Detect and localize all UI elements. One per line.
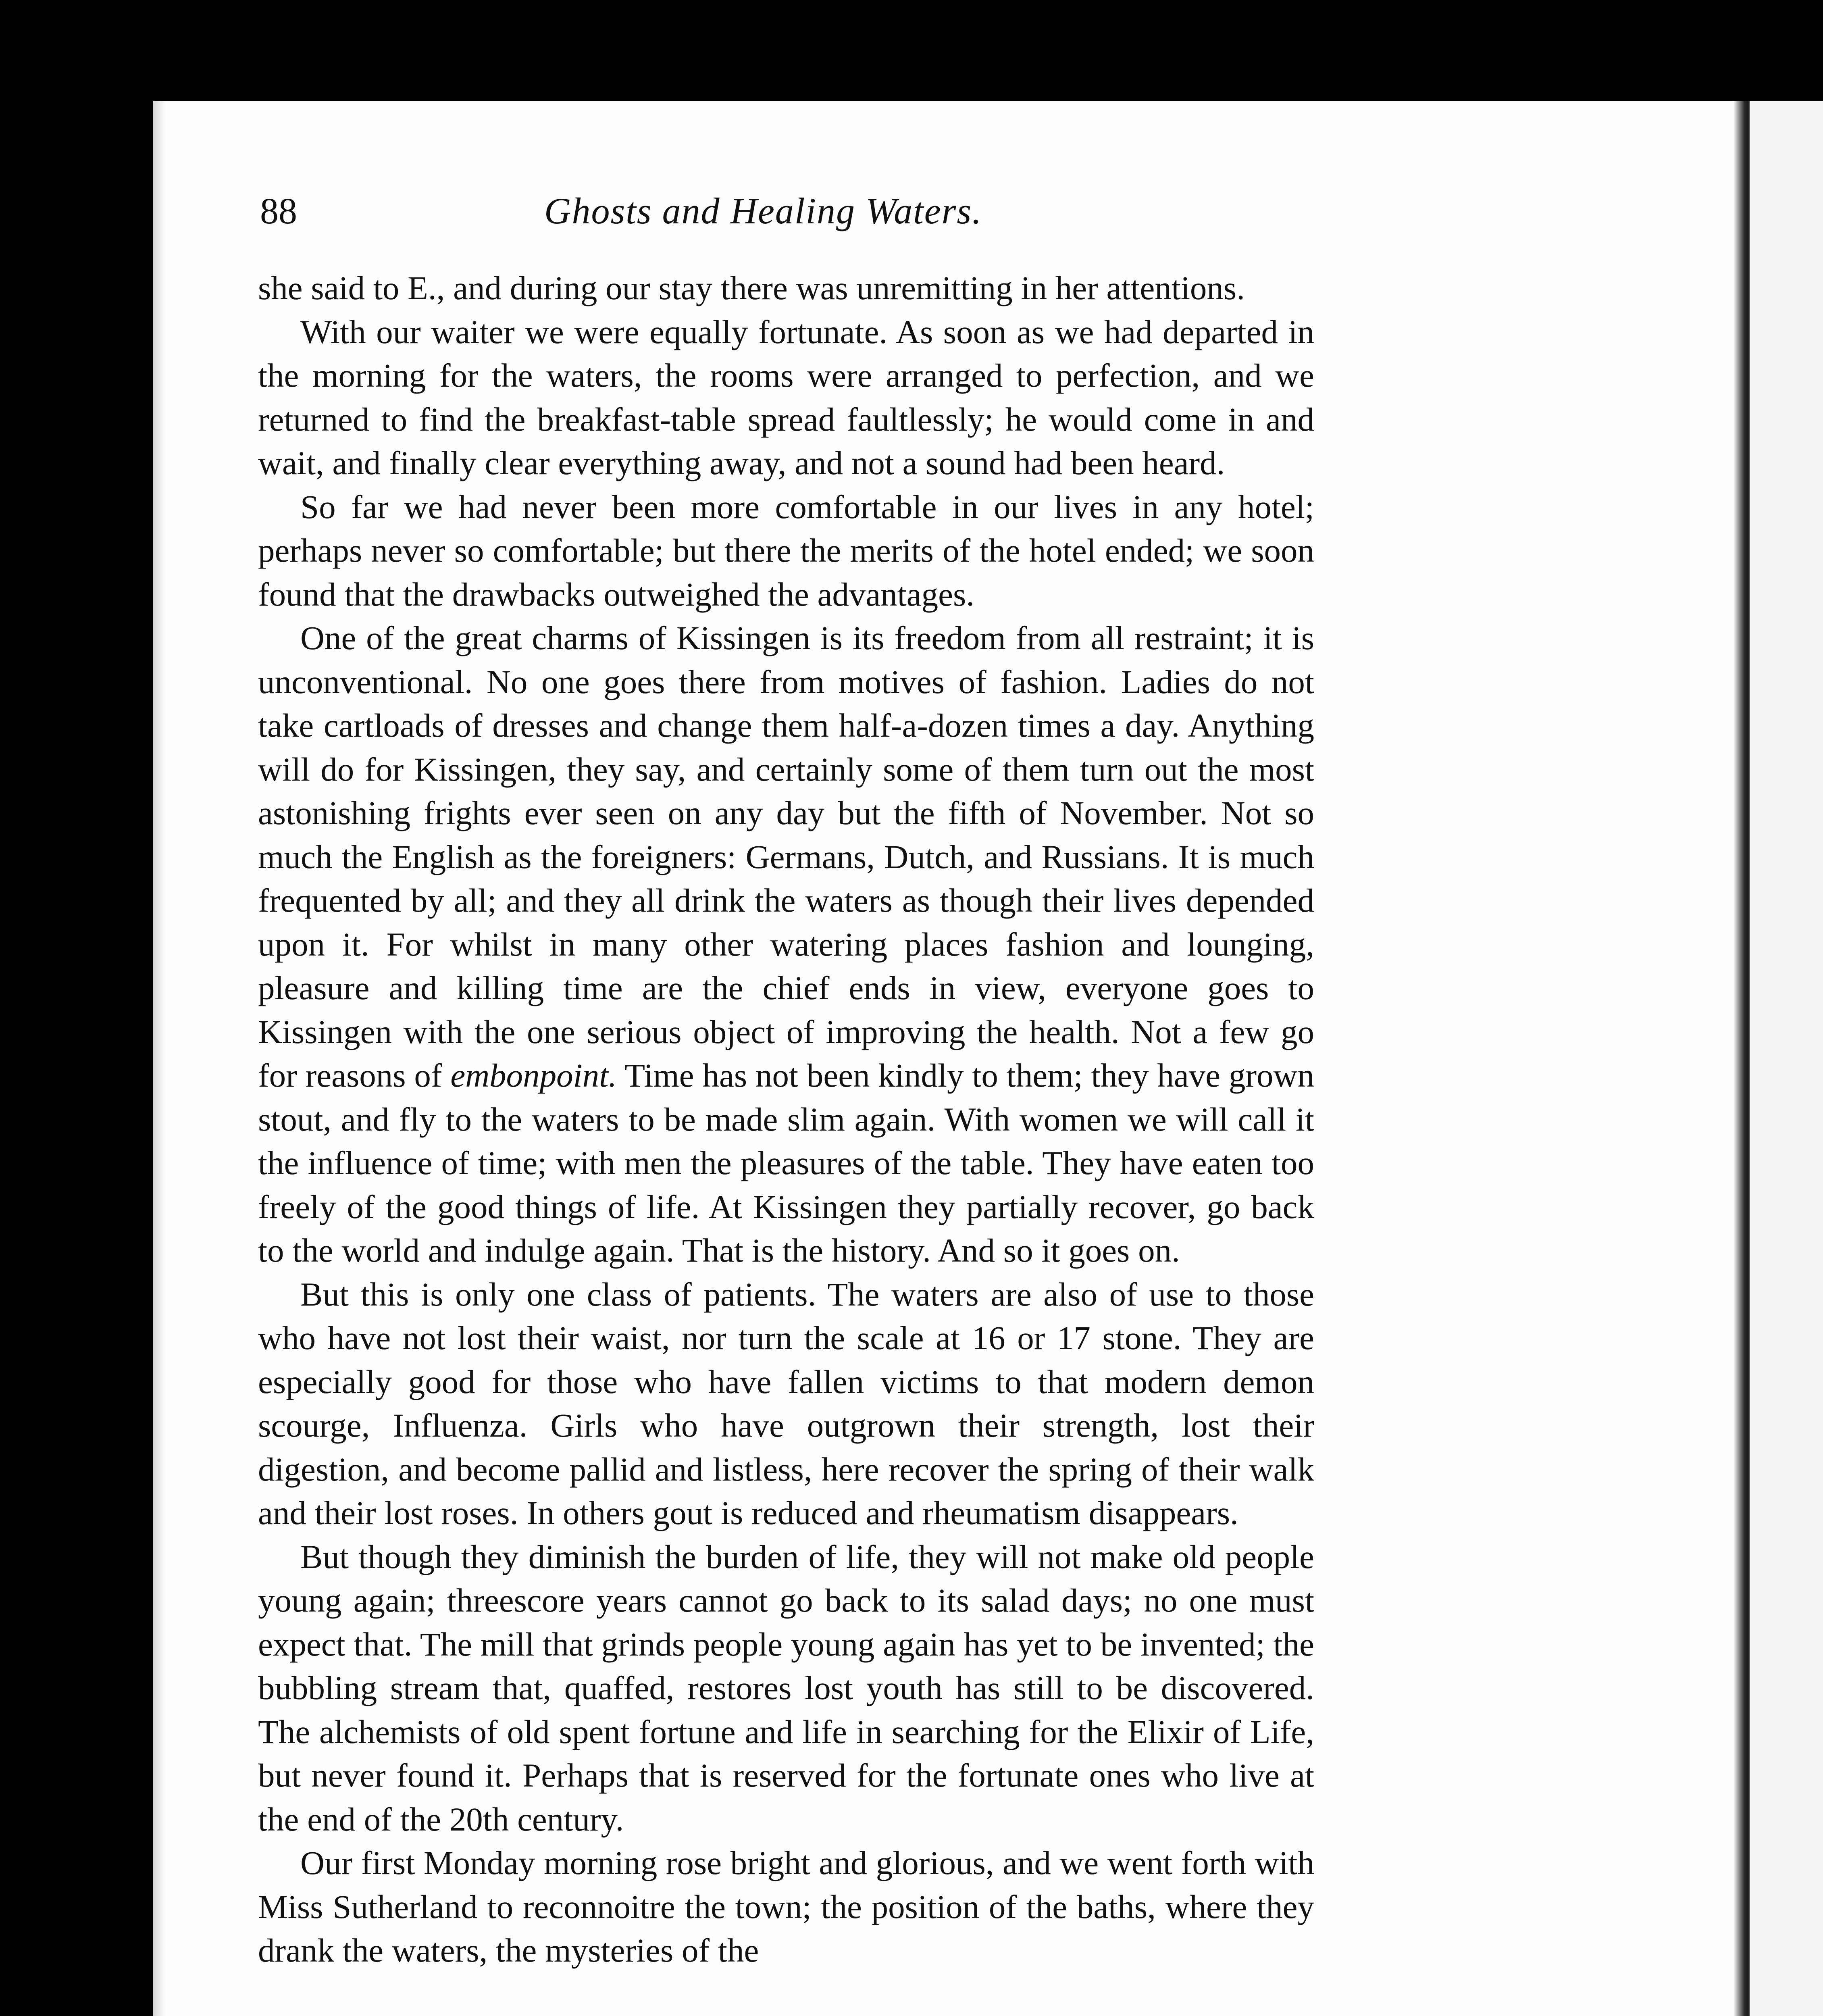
page-number: 88	[260, 190, 297, 231]
facing-page-edge	[1750, 101, 1823, 2016]
body-text	[258, 266, 1314, 1972]
paragraph-text: One of the great charms of Kissingen is its freedom from all restraint; it is unconventional. No one goes there from motives of fashion. Ladies do not take cartloads of dresses and change them half-a-dozen times a day. Anything will do for Kissingen, they say, and certainly some of them turn out the most astonishing frights ever seen on any day but the fifth of November. Not so much the English as the foreigners: Germans, Dutch, and Russians. It is much frequented by all; and they all drink the waters as though their lives depended upon it. For whilst in many other watering places fashion and lounging, pleasure and killing time are the chief ends in view, everyone goes to Kissingen with the one serious object of improving the health. Not a few go for reasons of	[258, 619, 1314, 1094]
paragraph: With our waiter we were equally fortunate. As soon as we had departed in the morning for the waters, the rooms were arranged to perfection, and we returned to find the breakfast-table spread faultlessly; he would come in and wait, and finally clear everything away, and not a sound had been heard.	[258, 313, 1314, 481]
paragraph: Our first Monday morning rose bright and glorious, and we went forth with Miss Sutherland to reconnoitre the town; the position of the baths, where they drank the waters, the mysteries of the	[258, 1844, 1314, 1969]
paragraph: she said to E., and during our stay there was unremitting in her attentions.	[258, 269, 1245, 306]
page-edge	[153, 101, 165, 2016]
paragraph: But though they diminish the burden of life, they will not make old people young again; threescore years cannot go back to its salad days; no one must expect that. The mill that grinds people young again has yet to be invented; the bubbling stream that, quaffed, restores lost youth has still to be discovered. The alchemists of old spent fortune and life in searching for the Elixir of Life, but never found it. Perhaps that is reserved for the fortunate ones who live at the end of the 20th century.	[258, 1538, 1314, 1838]
italic-term: embonpoint.	[450, 1057, 617, 1094]
paragraph	[258, 616, 1314, 1272]
paragraph-text: Time has not been kindly to them; they have grown stout, and fly to the waters to be made slim again. With women we will call it the influence of time; with men the pleasures of the table. They have eaten too freely of the good things of life. At Kissingen they partially recover, go back to the world and indulge again. That is the history. And so it goes on.	[258, 1057, 1314, 1269]
running-title: Ghosts and Healing Waters.	[544, 190, 982, 231]
paragraph: But this is only one class of patients. The waters are also of use to those who have not lost their waist, nor turn the scale at 16 or 17 stone. They are especially good for those who have fallen victims to that modern demon scourge, Influenza. Girls who have outgrown their strength, lost their digestion, and become pallid and listless, here recover the spring of their walk and their lost roses. In others gout is reduced and rheumatism disappears.	[258, 1275, 1314, 1531]
running-head	[260, 190, 1288, 246]
paragraph: So far we had never been more comfortable in our lives in any hotel; perhaps never so comfortable; but there the merits of the hotel ended; we soon found that the drawbacks outweighed the advantages.	[258, 488, 1314, 613]
